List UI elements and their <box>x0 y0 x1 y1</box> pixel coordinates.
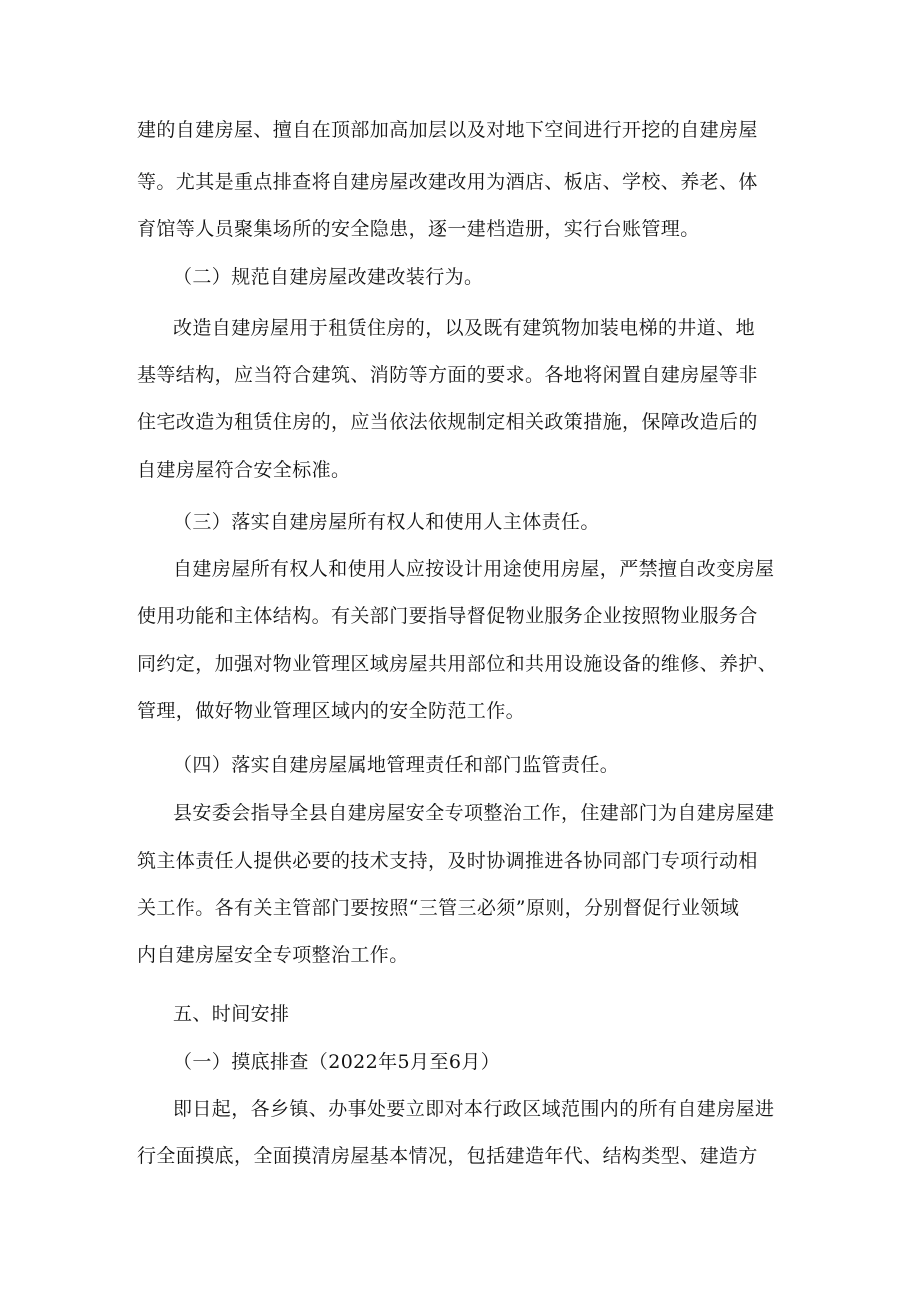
paragraph-line: 建的自建房屋、擅自在顶部加高加层以及对地下空间进行开挖的自建房屋 <box>137 119 758 141</box>
paragraph-line: 自建房屋所有权人和使用人应按设计用途使用房屋，严禁擅自改变房屋 <box>173 558 775 580</box>
paragraph-line: 县安委会指导全县自建房屋安全专项整治工作，住建部门为自建房屋建 <box>173 802 775 824</box>
paragraph-line: 改造自建房屋用于租赁住房的，以及既有建筑物加装电梯的井道、地 <box>173 317 756 339</box>
section-heading: （三）落实自建房屋所有权人和使用人主体责任。 <box>173 511 600 533</box>
section-heading: （四）落实自建房屋属地管理责任和部门监管责任。 <box>173 754 620 776</box>
paragraph-line: 关工作。各有关主管部门要按照“三管三必须”原则，分别督促行业领域 <box>137 897 740 919</box>
paragraph-line: 筑主体责任人提供必要的技术支持，及时协调推进各协同部门专项行动相 <box>137 850 758 872</box>
paragraph-line: 住宅改造为租赁住房的，应当依法依规制定相关政策措施，保障改造后的 <box>137 411 758 433</box>
paragraph-line: 育馆等人员聚集场所的安全隐患，逐一建档造册，实行台账管理。 <box>137 218 700 240</box>
paragraph-line: 使用功能和主体结构。有关部门要指导督促物业服务企业按照物业服务合 <box>137 605 758 627</box>
paragraph-line: 自建房屋符合安全标准。 <box>137 459 351 481</box>
paragraph-line: 基等结构，应当符合建筑、消防等方面的要求。各地将闲置自建房屋等非 <box>137 364 758 386</box>
section-heading: （一）摸底排查（2022年5月至6月） <box>173 1051 501 1073</box>
paragraph-line: 即日起，各乡镇、办事处要立即对本行政区域范围内的所有自建房屋进 <box>173 1098 775 1120</box>
paragraph-line: 等。尤其是重点排查将自建房屋改建改用为酒店、板店、学校、养老、体 <box>137 171 758 193</box>
paragraph-line: 行全面摸底，全面摸清房屋基本情况，包括建造年代、结构类型、建造方 <box>137 1145 758 1167</box>
paragraph-line: 内自建房屋安全专项整治工作。 <box>137 944 409 966</box>
section-heading: 五、时间安排 <box>173 1003 290 1025</box>
section-heading: （二）规范自建房屋改建改装行为。 <box>173 266 484 288</box>
paragraph-line: 管理，做好物业管理区域内的安全防范工作。 <box>137 700 526 722</box>
paragraph-line: 同约定，加强对物业管理区域房屋共用部位和共用设施设备的维修、养护、 <box>137 653 778 675</box>
